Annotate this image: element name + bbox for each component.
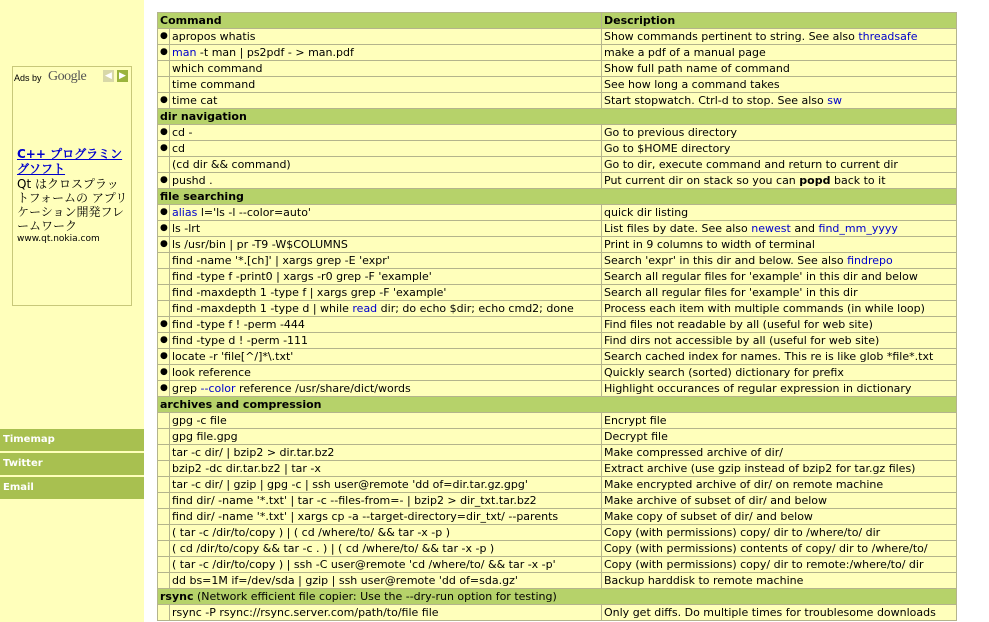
bullet-icon: ● xyxy=(158,205,170,221)
nav-email[interactable]: Email xyxy=(0,477,144,499)
command-cell: ls -lrt xyxy=(170,221,602,237)
command-cell: (cd dir && command) xyxy=(170,157,602,173)
command-cell: find -name '*.[ch]' | xargs grep -E 'expr' xyxy=(170,253,602,269)
table-row xyxy=(158,317,957,333)
section-header xyxy=(158,189,957,205)
table-row xyxy=(158,141,957,157)
command-cell xyxy=(170,301,602,317)
ad-url[interactable]: www.qt.nokia.com xyxy=(17,234,100,244)
link-newest[interactable]: newest xyxy=(751,222,791,235)
bullet-icon: ● xyxy=(158,173,170,189)
description-cell xyxy=(602,253,957,269)
command-table xyxy=(157,12,957,621)
bullet-icon: ● xyxy=(158,317,170,333)
description-text: Start stopwatch. Ctrl-d to stop. See also xyxy=(604,94,828,107)
command-cell: ( tar -c /dir/to/copy ) | ( cd /where/to/ && tar -x -p ) xyxy=(170,525,602,541)
bullet-icon: ● xyxy=(158,237,170,253)
command-text: find -maxdepth 1 -type d | while xyxy=(172,302,353,315)
bullet-icon: ● xyxy=(158,29,170,45)
command-cell: gpg -c file xyxy=(170,413,602,429)
description-cell: Search cached index for names. This re is like glob *file*.txt xyxy=(602,349,957,365)
bullet-icon: ● xyxy=(158,349,170,365)
command-cell: apropos whatis xyxy=(170,29,602,45)
section-title: file searching xyxy=(158,189,957,205)
table-row xyxy=(158,157,957,173)
description-cell xyxy=(602,221,957,237)
command-cell: cd xyxy=(170,141,602,157)
description-cell: Go to previous directory xyxy=(602,125,957,141)
command-text: reference /usr/share/dict/words xyxy=(235,382,411,395)
description-cell: Search all regular files for 'example' in this dir xyxy=(602,285,957,301)
link-threadsafe[interactable]: threadsafe xyxy=(858,30,918,43)
command-cell: cd - xyxy=(170,125,602,141)
link-findrepo[interactable]: findrepo xyxy=(847,254,893,267)
bullet-icon: ● xyxy=(158,365,170,381)
table-row xyxy=(158,285,957,301)
command-cell: time command xyxy=(170,77,602,93)
table-row xyxy=(158,221,957,237)
table-row xyxy=(158,477,957,493)
bullet-icon: ● xyxy=(158,221,170,237)
description-cell: Only get diffs. Do multiple times for troublesome downloads xyxy=(602,605,957,621)
ad-next-arrow-icon[interactable]: ▶ xyxy=(117,70,128,82)
bullet-icon: ● xyxy=(158,333,170,349)
table-row xyxy=(158,125,957,141)
bullet-icon: ● xyxy=(158,125,170,141)
description-cell: Make archive of subset of dir/ and below xyxy=(602,493,957,509)
description-text: and xyxy=(790,222,819,235)
table-row xyxy=(158,61,957,77)
table-row xyxy=(158,493,957,509)
table-row xyxy=(158,381,957,397)
google-ad-box xyxy=(12,66,132,306)
nav-timemap[interactable]: Timemap xyxy=(0,429,144,451)
description-cell: Make compressed archive of dir/ xyxy=(602,445,957,461)
command-cell: pushd . xyxy=(170,173,602,189)
description-cell: Extract archive (use gzip instead of bzip2 for tar.gz files) xyxy=(602,461,957,477)
command-cell: tar -c dir/ | gzip | gpg -c | ssh user@remote 'dd of=dir.tar.gz.gpg' xyxy=(170,477,602,493)
table-header xyxy=(158,13,957,29)
command-cell: ( cd /dir/to/copy && tar -c . ) | ( cd /where/to/ && tar -x -p ) xyxy=(170,541,602,557)
description-cell: Go to $HOME directory xyxy=(602,141,957,157)
section-header xyxy=(158,109,957,125)
description-text: List files by date. See also xyxy=(604,222,752,235)
ad-header xyxy=(14,69,130,85)
command-cell: find -type f -print0 | xargs -r0 grep -F 'example' xyxy=(170,269,602,285)
table-row xyxy=(158,573,957,589)
command-cell: find dir/ -name '*.txt' | tar -c --files-from=- | bzip2 > dir_txt.tar.bz2 xyxy=(170,493,602,509)
command-cell xyxy=(170,205,602,221)
description-cell: quick dir listing xyxy=(602,205,957,221)
description-cell: Decrypt file xyxy=(602,429,957,445)
description-cell xyxy=(602,173,957,189)
bullet-icon: ● xyxy=(158,45,170,61)
description-cell: Print in 9 columns to width of terminal xyxy=(602,237,957,253)
command-cell: find -type f ! -perm -444 xyxy=(170,317,602,333)
section-title: dir navigation xyxy=(158,109,957,125)
description-text: Show commands pertinent to string. See also xyxy=(604,30,859,43)
description-cell: make a pdf of a manual page xyxy=(602,45,957,61)
command-cell: find -type d ! -perm -111 xyxy=(170,333,602,349)
table-row xyxy=(158,93,957,109)
description-text: back to it xyxy=(830,174,886,187)
ad-title-link[interactable]: C++ プログラミングソフト xyxy=(17,147,123,176)
command-column-header: Command xyxy=(158,13,602,29)
section-title xyxy=(158,589,957,605)
command-cell: ( tar -c /dir/to/copy ) | ssh -C user@remote 'cd /where/to/ && tar -x -p' xyxy=(170,557,602,573)
table-row xyxy=(158,429,957,445)
description-cell: Make copy of subset of dir/ and below xyxy=(602,509,957,525)
description-cell: Show full path name of command xyxy=(602,61,957,77)
table-row xyxy=(158,365,957,381)
command-text: grep xyxy=(172,382,201,395)
table-row xyxy=(158,301,957,317)
ads-by-label: Ads by xyxy=(14,73,42,83)
description-cell: Highlight occurances of regular expression in dictionary xyxy=(602,381,957,397)
description-cell: Search all regular files for 'example' in this dir and below xyxy=(602,269,957,285)
command-cell: rsync -P rsync://rsync.server.com/path/to/file file xyxy=(170,605,602,621)
description-cell: Backup harddisk to remote machine xyxy=(602,573,957,589)
table-row xyxy=(158,541,957,557)
table-row xyxy=(158,269,957,285)
link-find-mm-yyyy[interactable]: find_mm_yyyy xyxy=(818,222,898,235)
description-cell: Find dirs not accessible by all (useful for web site) xyxy=(602,333,957,349)
command-text: -t man | ps2pdf - > man.pdf xyxy=(196,46,354,59)
command-cell: locate -r 'file[^/]*\.txt' xyxy=(170,349,602,365)
description-cell: Encrypt file xyxy=(602,413,957,429)
table-row xyxy=(158,525,957,541)
table-row xyxy=(158,45,957,61)
table-row xyxy=(158,237,957,253)
section-header xyxy=(158,397,957,413)
description-cell: Quickly search (sorted) dictionary for prefix xyxy=(602,365,957,381)
table-row xyxy=(158,557,957,573)
command-cell xyxy=(170,381,602,397)
command-cell: look reference xyxy=(170,365,602,381)
table-row xyxy=(158,253,957,269)
command-cell: time cat xyxy=(170,93,602,109)
description-cell: Copy (with permissions) contents of copy/ dir to /where/to/ xyxy=(602,541,957,557)
section-title: archives and compression xyxy=(158,397,957,413)
command-text: dir; do echo $dir; echo cmd2; done xyxy=(377,302,574,315)
sidebar xyxy=(0,0,144,622)
description-cell: Go to dir, execute command and return to current dir xyxy=(602,157,957,173)
table-row xyxy=(158,349,957,365)
link-alias[interactable]: alias xyxy=(172,206,198,219)
link-read[interactable]: read xyxy=(352,302,378,315)
bullet-icon: ● xyxy=(158,93,170,109)
table-row xyxy=(158,461,957,477)
table-row xyxy=(158,77,957,93)
command-cell: bzip2 -dc dir.tar.bz2 | tar -x xyxy=(170,461,602,477)
section-note: (Network efficient file copier: Use the --dry-run option for testing) xyxy=(193,590,557,603)
command-cell: gpg file.gpg xyxy=(170,429,602,445)
description-cell: See how long a command takes xyxy=(602,77,957,93)
section-title-text: rsync xyxy=(160,590,194,603)
description-cell: Copy (with permissions) copy/ dir to /where/to/ dir xyxy=(602,525,957,541)
table-row xyxy=(158,205,957,221)
description-cell: Find files not readable by all (useful for web site) xyxy=(602,317,957,333)
section-header xyxy=(158,589,957,605)
command-cell: tar -c dir/ | bzip2 > dir.tar.bz2 xyxy=(170,445,602,461)
table-row xyxy=(158,445,957,461)
command-text: l='ls -l --color=auto' xyxy=(197,206,311,219)
description-text: Search 'expr' in this dir and below. See also xyxy=(604,254,848,267)
command-cell: find dir/ -name '*.txt' | xargs cp -a --target-directory=dir_txt/ --parents xyxy=(170,509,602,525)
description-column-header: Description xyxy=(602,13,957,29)
table-row xyxy=(158,509,957,525)
command-cell xyxy=(170,45,602,61)
ad-text: Qt はクロスプラットフォームの アプリケーション開発フレームワーク xyxy=(17,177,128,233)
description-cell xyxy=(602,29,957,45)
link-man[interactable]: man xyxy=(172,46,197,59)
command-cell: find -maxdepth 1 -type f | xargs grep -F 'example' xyxy=(170,285,602,301)
table-row xyxy=(158,605,957,621)
nav-twitter[interactable]: Twitter xyxy=(0,453,144,475)
table-row xyxy=(158,333,957,349)
command-cell: dd bs=1M if=/dev/sda | gzip | ssh user@remote 'dd of=sda.gz' xyxy=(170,573,602,589)
command-cell: which command xyxy=(170,61,602,77)
google-logo[interactable]: Google xyxy=(48,69,87,84)
link-color[interactable]: --color xyxy=(200,382,236,395)
command-cell: ls /usr/bin | pr -T9 -W$COLUMNS xyxy=(170,237,602,253)
table-row xyxy=(158,29,957,45)
description-cell: Copy (with permissions) copy/ dir to remote:/where/to/ dir xyxy=(602,557,957,573)
link-sw[interactable]: sw xyxy=(827,94,842,107)
description-cell: Process each item with multiple commands (in while loop) xyxy=(602,301,957,317)
table-row xyxy=(158,173,957,189)
description-cell: Make encrypted archive of dir/ on remote machine xyxy=(602,477,957,493)
description-text: Put current dir on stack so you can xyxy=(604,174,800,187)
table-row xyxy=(158,413,957,429)
ad-prev-arrow-icon[interactable]: ◀ xyxy=(103,70,114,82)
bullet-icon: ● xyxy=(158,141,170,157)
popd-bold: popd xyxy=(799,174,831,187)
bullet-icon: ● xyxy=(158,381,170,397)
description-cell xyxy=(602,93,957,109)
